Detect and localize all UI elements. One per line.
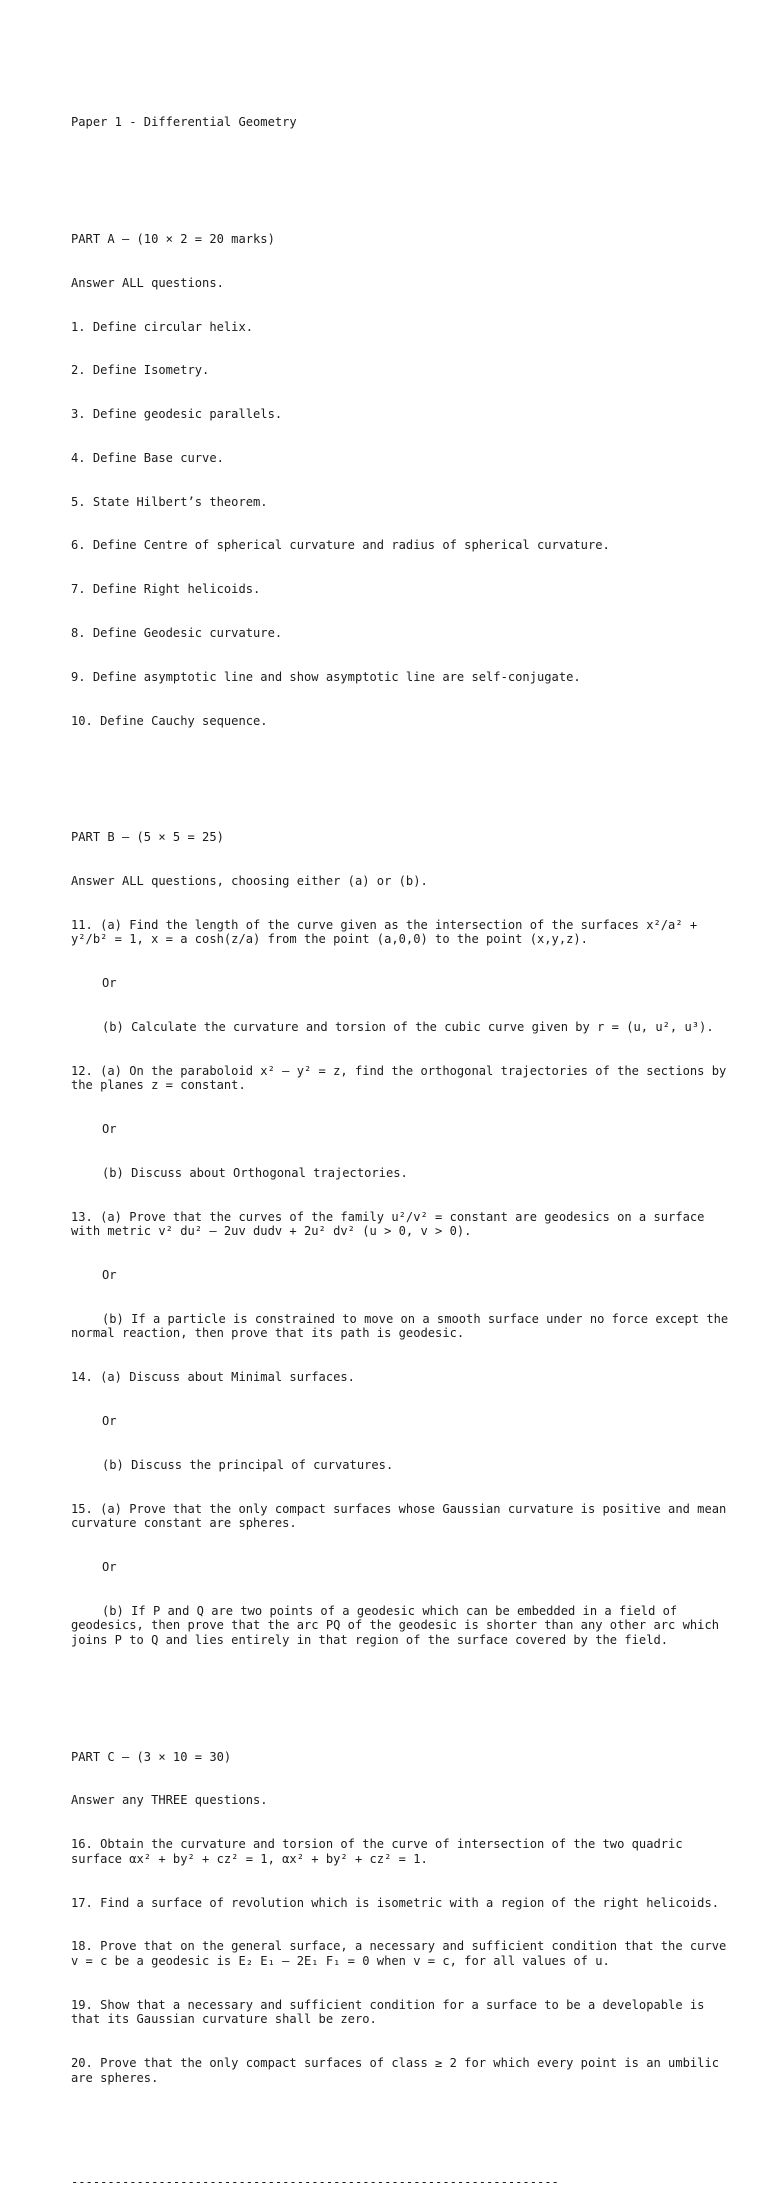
question-18: 18. Prove that on the general surface, a necessary and sufficient condition that the curve v = c be a geodesic is E₂ E₁ – 2E₁ F₁ = 0 when v = c, for all values of u. (71, 1939, 734, 1968)
question-1: 1. Define circular helix. (71, 319, 254, 334)
part-b-instruction: Answer ALL questions, choosing either (a) or (b). (71, 874, 428, 889)
spacer (71, 757, 731, 772)
question-14a: 14. (a) Discuss about Minimal surfaces. (71, 1370, 355, 1385)
question-11b: (b) Calculate the curvature and torsion of the cubic curve given by r = (u, u², u³). (102, 1020, 714, 1034)
question-12a: 12. (a) On the paraboloid x² – y² = z, find the orthogonal trajectories of the sections by the planes z = constant. (71, 1063, 734, 1093)
question-17: 17. Find a surface of revolution which is isometric with a region of the right helicoids. (71, 1895, 720, 1910)
or-label: Or (102, 976, 117, 991)
question-15a: 15. (a) Prove that the only compact surfaces whose Gaussian curvature is positive and mean curvature constant are spheres. (71, 1501, 734, 1531)
spacer (71, 2115, 731, 2130)
question-8: 8. Define Geodesic curvature. (71, 625, 283, 640)
question-9: 9. Define asymptotic line and show asymptotic line are self-conjugate. (71, 669, 581, 684)
part-a-heading: PART A — (10 × 2 = 20 marks) (71, 231, 275, 246)
question-2: 2. Define Isometry. (71, 363, 210, 378)
question-4: 4. Define Base curve. (71, 450, 224, 465)
spacer (71, 159, 731, 174)
question-7: 7. Define Right helicoids. (71, 582, 261, 597)
question-15b: (b) If P and Q are two points of a geodesic which can be embedded in a field of geodesics, then prove that the arc PQ of the geodesic is shorter than any other arc which joins P to Q and lies entirely in that region of the surface covered by the field. (71, 1603, 727, 1647)
question-10: 10. Define Cauchy sequence. (71, 713, 268, 728)
spacer (71, 1677, 731, 1692)
question-13a: 13. (a) Prove that the curves of the family u²/v² = constant are geodesics on a surface with metric v² du² – 2uv dudv + 2u² dv² (u > 0, v > 0). (71, 1209, 712, 1239)
question-16: 16. Obtain the curvature and torsion of the curve of intersection of the two quadric surface αx² + by² + cz² = 1, αx² + by² + cz² = 1. (71, 1837, 690, 1866)
part-c-heading: PART C — (3 × 10 = 30) (71, 1749, 232, 1764)
or-label: Or (102, 1268, 117, 1283)
page-title: Paper 1 - Differential Geometry (71, 115, 297, 130)
question-12b: (b) Discuss about Orthogonal trajectories. (102, 1165, 408, 1180)
question-11a: 11. (a) Find the length of the curve given as the intersection of the surfaces x²/a² + y²/b² = 1, x = a cosh(z/a) from the point (a,0,0) to the point (x,y,z). (71, 917, 705, 947)
question-20: 20. Prove that the only compact surfaces of class ≥ 2 for which every point is an umbilic are spheres. (71, 2056, 727, 2085)
question-6: 6. Define Centre of spherical curvature and radius of spherical curvature. (71, 538, 610, 553)
question-14b: (b) Discuss the principal of curvatures. (102, 1457, 394, 1472)
or-label: Or (102, 1559, 117, 1574)
question-19: 19. Show that a necessary and sufficient condition for a surface to be a developable is that its Gaussian curvature shall be zero. (71, 1997, 712, 2027)
question-3: 3. Define geodesic parallels. (71, 407, 283, 422)
or-label: Or (102, 1122, 117, 1137)
document-body (71, 86, 736, 2204)
or-label: Or (102, 1414, 117, 1429)
question-13b: (b) If a particle is constrained to move on a smooth surface under no force except the normal reaction, then prove that its path is geodesic. (71, 1311, 736, 1341)
question-5: 5. State Hilbert’s theorem. (71, 494, 268, 509)
part-b-heading: PART B — (5 × 5 = 25) (71, 830, 224, 845)
divider-line: ------------------------------------------------------------------- (71, 2174, 559, 2189)
part-c-instruction: Answer any THREE questions. (71, 1793, 268, 1808)
part-a-instruction: Answer ALL questions. (71, 275, 224, 290)
